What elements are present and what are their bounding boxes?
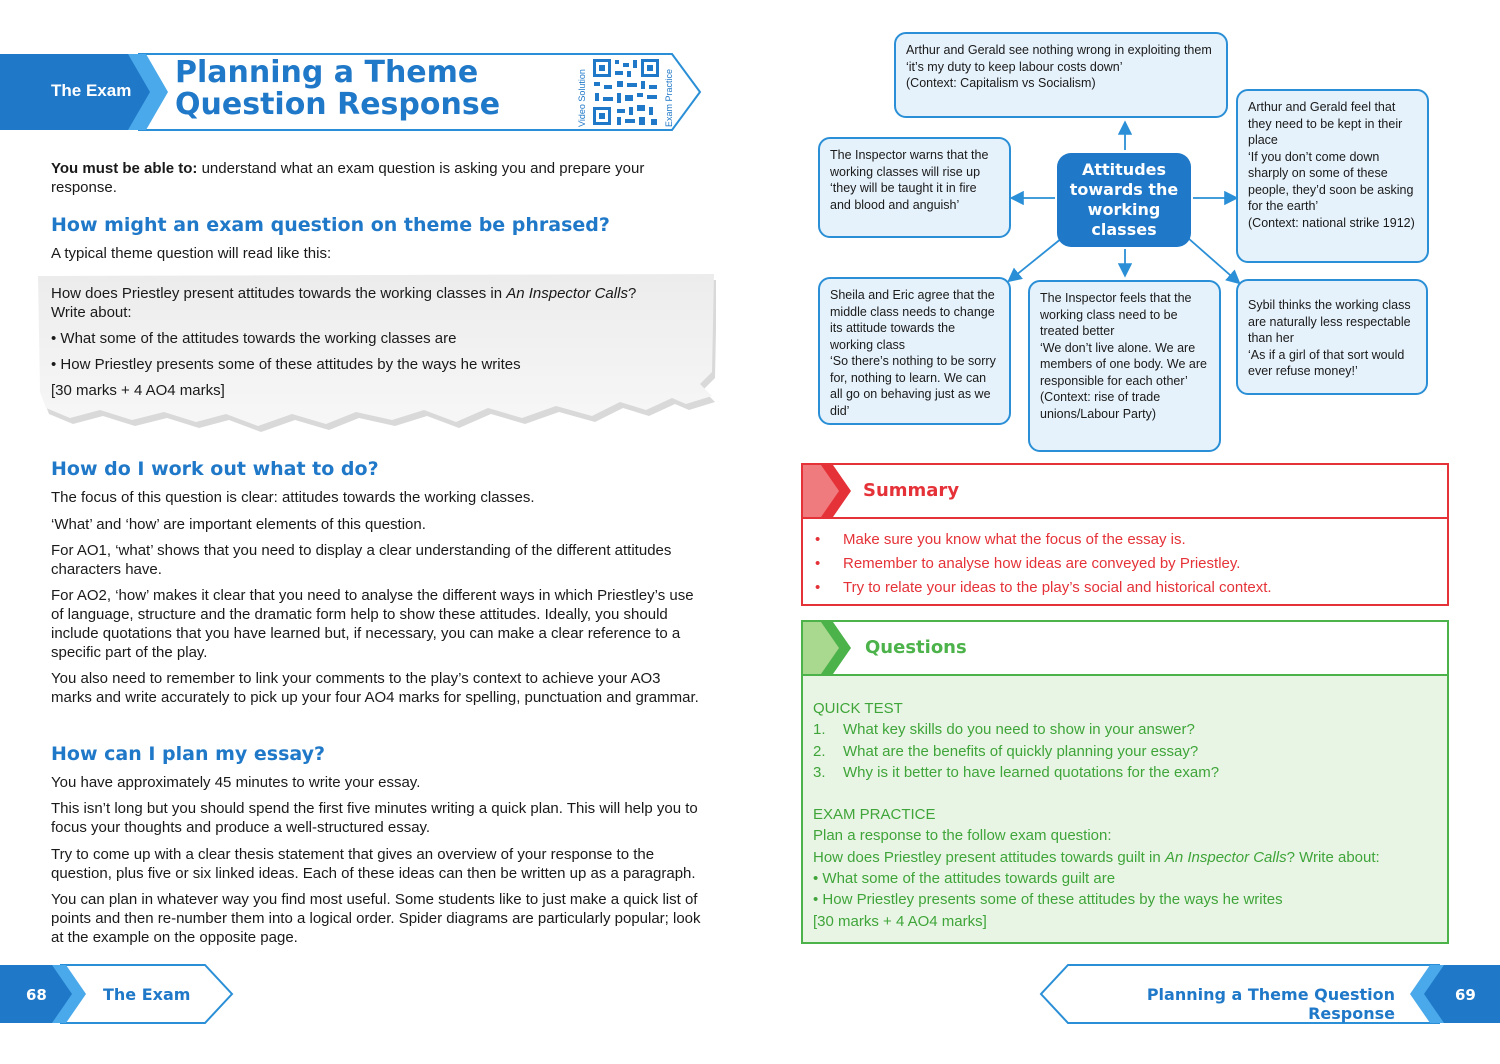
- ep-marks: [30 marks + 4 AO4 marks]: [813, 912, 987, 930]
- section3-p4: You can plan in whatever way you find most useful. Some students like to just make a quick list of points and then re-number them into a logical order. Spider diagrams are particularly popular; look at the example on the opposite page.: [51, 891, 701, 946]
- diagram-node-right: Arthur and Gerald feel that they need to be kept in their place ‘If you don’t come down sharply on some of these people, they’d soon be asking for the earth’ (Context: national strike 1912): [1236, 89, 1429, 263]
- questions-body: [813, 698, 1438, 932]
- quick-test-label: QUICK TEST: [813, 700, 903, 717]
- diagram-node-top: Arthur and Gerald see nothing wrong in exploiting them ‘it’s my duty to keep labour costs down’ (Context: Capitalism vs Socialism): [894, 32, 1228, 118]
- eq-marks: [30 marks + 4 AO4 marks]: [51, 382, 225, 399]
- quick-test-item: [813, 762, 1438, 783]
- eq-write-about: Write about:: [51, 304, 132, 321]
- summary-item: • Remember to analyse how ideas are conveyed by Priestley.: [815, 552, 1435, 576]
- summary-item: • Try to relate your ideas to the play’s social and historical context.: [815, 576, 1435, 600]
- summary-title: Summary: [863, 480, 960, 501]
- video-solution-label: Video Solution: [577, 69, 587, 127]
- ep-play-title: An Inspector Calls: [1164, 848, 1287, 866]
- ep-line2-text: How does Priestley present attitudes towards guilt in: [813, 848, 1165, 866]
- section2-p2: ‘What’ and ‘how’ are important elements of this question.: [51, 516, 426, 533]
- section3-heading: How can I plan my essay?: [51, 743, 326, 765]
- questions-title: Questions: [865, 637, 967, 658]
- ep-line2: [813, 847, 1438, 868]
- intro-rest: understand what an exam question is asking you and prepare your response.: [51, 160, 645, 196]
- questions-header-chevron: [803, 622, 853, 674]
- qt-text: What key skills do you need to show in your answer?: [843, 721, 1195, 739]
- diagram-node-left: The Inspector warns that the working classes will rise up ‘they will be taught it in fire and blood and anguish’: [818, 137, 1011, 238]
- intro-lead: You must be able to:: [51, 160, 198, 177]
- quick-test-item: [813, 741, 1438, 762]
- ep-bullet1: • What some of the attitudes towards guilt are: [813, 870, 1116, 888]
- qt-text: What are the benefits of quickly planning your essay?: [843, 742, 1199, 760]
- qt-num: 3.: [813, 763, 826, 781]
- eq-bullet1: • What some of the attitudes towards the working classes are: [51, 330, 457, 347]
- section3-p1: You have approximately 45 minutes to write your essay.: [51, 774, 421, 791]
- eq-line1: How does Priestley present attitudes towards the working classes in: [51, 285, 507, 302]
- diagram-node-bottom-right: Sybil thinks the working class are naturally less respectable than her ‘As if a girl of that sort would ever refuse money!’: [1236, 279, 1428, 395]
- exam-practice-label: Exam Practice: [664, 68, 674, 127]
- summary-header-chevron: [803, 465, 853, 517]
- page-number-right: 69: [1455, 986, 1476, 1004]
- diagram-center-node: Attitudes towards the working classes: [1057, 153, 1191, 247]
- footer-left-label: The Exam: [103, 985, 191, 1004]
- section3-p2: This isn’t long but you should spend the first five minutes writing a quick plan. This will help you to focus your thoughts and produce a well-structured essay.: [51, 800, 698, 836]
- section3-p3: Try to come up with a clear thesis statement that gives an overview of your response to the question, plus five or six linked ideas. Each of these ideas can then be written up as a paragraph.: [51, 846, 696, 882]
- page-title: [175, 57, 500, 121]
- page-title-line1: Planning a Theme: [175, 55, 479, 90]
- qt-text: Why is it better to have learned quotations for the exam?: [843, 763, 1220, 781]
- qt-num: 2.: [813, 742, 826, 760]
- quick-test-item: [813, 719, 1438, 740]
- intro-text: [51, 159, 701, 197]
- section2-p4: For AO2, ‘how’ makes it clear that you need to analyse the different ways in which Priestley’s use of language, structure and the dramatic form help to show these attitudes. Ideally, you should include quotations that you have learned but, if necessary, you can make a clear reference to a specific part of the play.: [51, 587, 694, 661]
- section2-heading: How do I work out what to do?: [51, 458, 379, 480]
- page-title-line2: Question Response: [175, 87, 501, 122]
- page-number-left: 68: [26, 986, 47, 1004]
- summary-list: [815, 528, 1435, 600]
- section2-p5: You also need to remember to link your comments to the play’s context to achieve your AO3 marks and write accurately to pick up your four AO4 marks for spelling, punctuation and grammar.: [51, 670, 699, 706]
- exam-question-text: [51, 284, 701, 407]
- eq-bullet2: • How Priestley presents some of these attitudes by the ways he writes: [51, 356, 521, 373]
- section2-p3: For AO1, ‘what’ shows that you need to display a clear understanding of the different attitudes characters have.: [51, 542, 672, 578]
- summary-item-text: Try to relate your ideas to the play’s social and historical context.: [843, 579, 1272, 596]
- eq-play-title: An Inspector Calls: [506, 285, 628, 302]
- summary-item: • Make sure you know what the focus of the essay is.: [815, 528, 1435, 552]
- ep-bullet2: • How Priestley presents some of these attitudes by the ways he writes: [813, 891, 1283, 909]
- summary-item-text: Make sure you know what the focus of the essay is.: [843, 531, 1186, 548]
- exam-practice-heading: EXAM PRACTICE: [813, 806, 936, 824]
- footer-right-label: Planning a Theme Question Response: [1146, 985, 1395, 1023]
- qr-code-icon[interactable]: [591, 57, 661, 127]
- diagram-node-bottom-left: Sheila and Eric agree that the middle class needs to change its attitude towards the working class ‘So there’s nothing to be sorry for, nothing to learn. We can all go on behaving just as we did’: [818, 277, 1011, 425]
- section2-p1: The focus of this question is clear: attitudes towards the working classes.: [51, 489, 535, 506]
- section1-heading: How might an exam question on theme be phrased?: [51, 214, 610, 236]
- summary-item-text: Remember to analyse how ideas are conveyed by Priestley.: [843, 555, 1241, 572]
- ep-line1: Plan a response to the follow exam question:: [813, 827, 1112, 845]
- ep-line2-end: ? Write about:: [1286, 848, 1380, 866]
- diagram-node-bottom: The Inspector feels that the working class need to be treated better ‘We don’t live alone. We are members of one body. We are responsible for each other’ (Context: rise of trade unions/Labour Party): [1028, 280, 1221, 452]
- section1-text: A typical theme question will read like this:: [51, 245, 332, 262]
- qt-num: 1.: [813, 721, 826, 739]
- eq-line1-end: ?: [627, 285, 637, 302]
- header-section-label: The Exam: [51, 81, 132, 100]
